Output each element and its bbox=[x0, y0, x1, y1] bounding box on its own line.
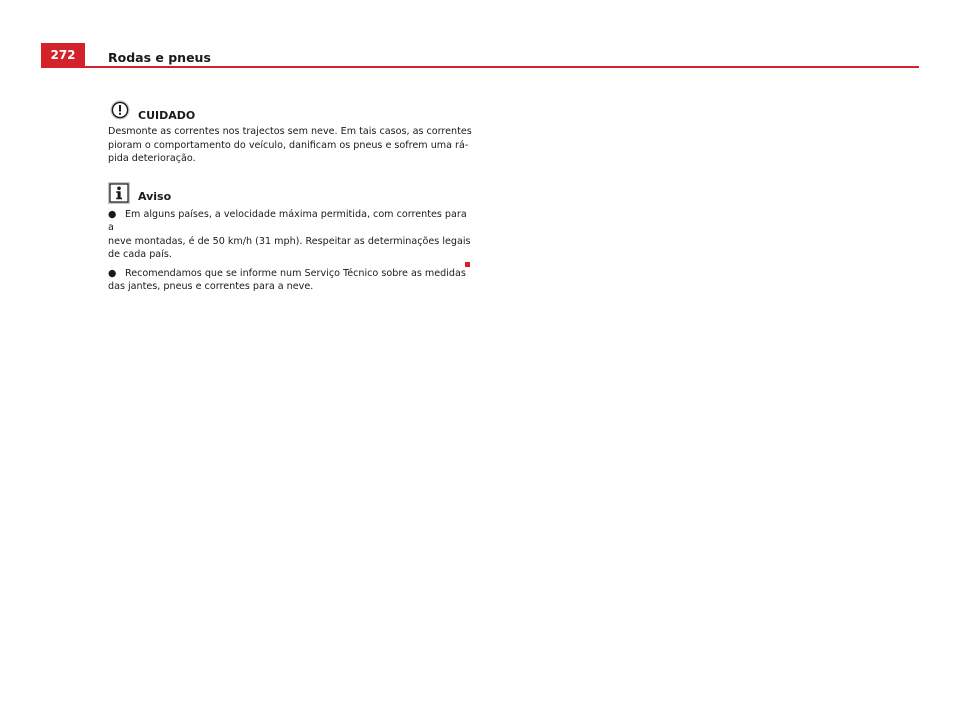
caution-block bbox=[108, 100, 473, 166]
list-item-line bbox=[108, 208, 473, 235]
caution-title: CUIDADO bbox=[138, 109, 196, 122]
section-end-marker bbox=[465, 262, 470, 267]
list-item bbox=[108, 267, 473, 294]
caution-heading bbox=[108, 100, 473, 124]
page-header bbox=[41, 41, 919, 68]
notice-block bbox=[108, 182, 473, 294]
caution-line: pida deterioração. bbox=[108, 153, 196, 164]
caution-text bbox=[108, 125, 473, 166]
bullet: ● bbox=[108, 208, 117, 220]
notice-heading bbox=[108, 182, 473, 204]
bullet: ● bbox=[108, 267, 117, 279]
notice-list bbox=[108, 208, 473, 294]
section-title: Rodas e pneus bbox=[108, 50, 211, 65]
exclamation-circle-icon bbox=[110, 100, 130, 120]
caution-line: pioram o comportamento do veículo, danificam os pneus e sofrem uma rá- bbox=[108, 139, 469, 151]
list-item bbox=[108, 208, 473, 262]
caution-line: Desmonte as correntes nos trajectos sem neve. Em tais casos, as correntes bbox=[108, 126, 472, 137]
list-item-text: neve montadas, é de 50 km/h (31 mph). Respeitar as determinações legais bbox=[108, 235, 471, 247]
header-rule bbox=[41, 66, 919, 68]
notice-title: Aviso bbox=[138, 189, 172, 203]
page-number: 272 bbox=[41, 43, 85, 67]
list-item-text: das jantes, pneus e correntes para a neve. bbox=[108, 281, 314, 292]
list-item-line bbox=[108, 267, 473, 281]
list-item-text: Recomendamos que se informe num Serviço Técnico sobre as medidas bbox=[125, 267, 466, 279]
list-item-text: Em alguns países, a velocidade máxima permitida, com correntes para a bbox=[108, 208, 467, 233]
page-content bbox=[108, 100, 473, 299]
info-icon bbox=[108, 182, 130, 204]
list-item-text: de cada país. bbox=[108, 249, 172, 260]
